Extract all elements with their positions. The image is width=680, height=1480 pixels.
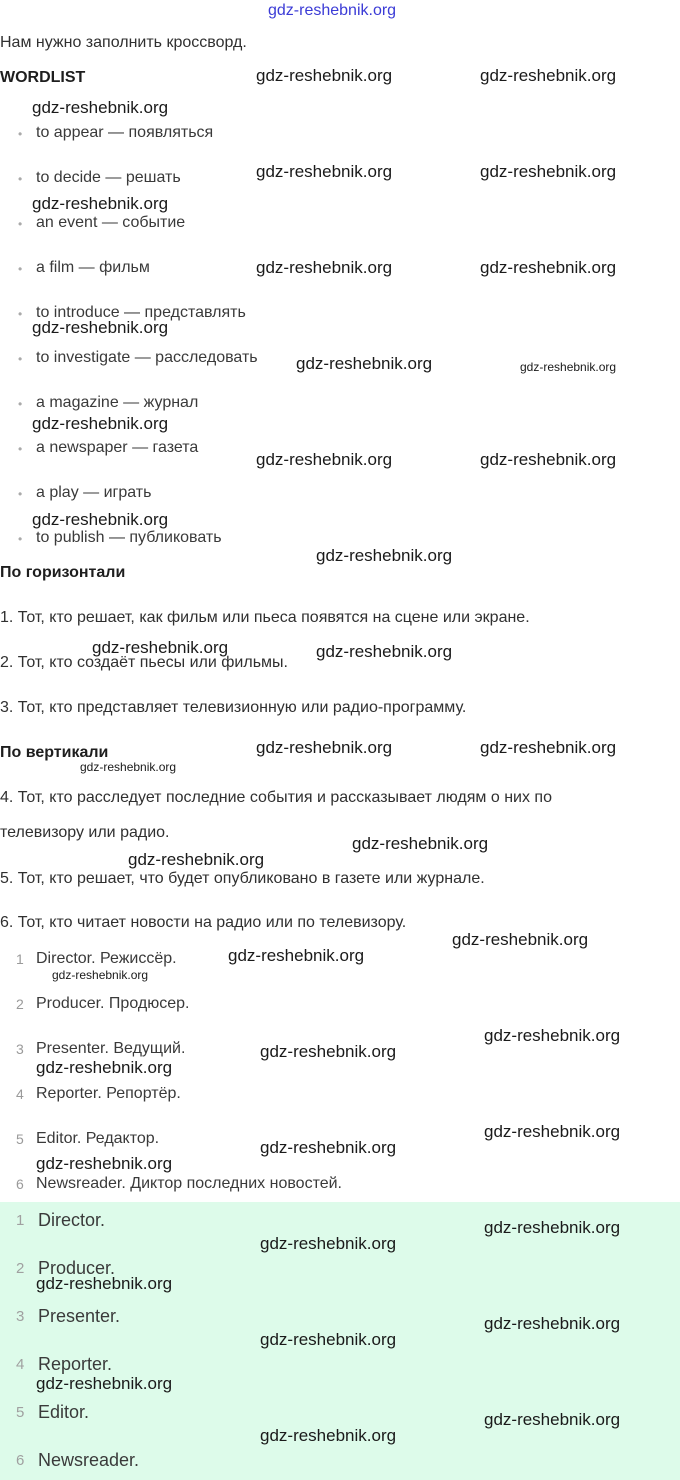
watermark: gdz-reshebnik.org bbox=[316, 642, 453, 661]
wordlist-item: • a newspaper — газета bbox=[36, 439, 198, 457]
watermark: gdz-reshebnik.org bbox=[480, 450, 617, 469]
watermark: gdz-reshebnik.org bbox=[480, 738, 617, 757]
down-title: По вертикали bbox=[0, 744, 109, 761]
watermark: gdz-reshebnik.org bbox=[128, 850, 265, 869]
watermark: gdz-reshebnik.org bbox=[52, 968, 149, 982]
wordlist-item: • to decide — решать bbox=[36, 169, 181, 187]
wordlist-item: • an event — событие bbox=[36, 214, 185, 232]
answer-text: Producer. Продюсер. bbox=[36, 995, 190, 1012]
answer-number: 1 bbox=[16, 951, 24, 967]
final-answer-text: Editor. bbox=[38, 1402, 90, 1422]
watermark: gdz-reshebnik.org bbox=[256, 162, 393, 181]
watermark: gdz-reshebnik.org bbox=[36, 1154, 173, 1173]
final-answer-number: 2 bbox=[16, 1260, 25, 1277]
watermark: gdz-reshebnik.org bbox=[316, 546, 453, 565]
answer-text: Editor. Редактор. bbox=[36, 1130, 160, 1147]
watermark: gdz-reshebnik.org bbox=[32, 318, 169, 337]
watermark: gdz-reshebnik.org bbox=[480, 66, 617, 85]
watermark: gdz-reshebnik.org bbox=[36, 1058, 173, 1077]
watermark: gdz-reshebnik.org bbox=[484, 1026, 621, 1045]
watermark: gdz-reshebnik.org bbox=[260, 1042, 397, 1061]
watermark: gdz-reshebnik.org bbox=[260, 1426, 397, 1445]
wordlist-item: • to publish — публиковать bbox=[36, 529, 222, 547]
wordlist-item: • to appear — появляться bbox=[36, 124, 213, 142]
watermark: gdz-reshebnik.org bbox=[32, 510, 169, 529]
watermark: gdz-reshebnik.org bbox=[484, 1122, 621, 1141]
final-answer-number: 5 bbox=[16, 1404, 25, 1421]
across-clue: 2. Тот, кто создаёт пьесы или фильмы. bbox=[0, 654, 288, 671]
answer-text: Presenter. Ведущий. bbox=[36, 1040, 186, 1057]
watermark: gdz-reshebnik.org bbox=[36, 1374, 173, 1393]
watermark: gdz-reshebnik.org bbox=[352, 834, 489, 853]
wordlist-title: WORDLIST bbox=[0, 69, 86, 86]
down-clue-continued: телевизору или радио. bbox=[0, 824, 170, 841]
across-clue: 1. Тот, кто решает, как фильм или пьеса появятся на сцене или экране. bbox=[0, 609, 530, 626]
answer-text: Reporter. Репортёр. bbox=[36, 1085, 181, 1102]
final-answer-number: 6 bbox=[16, 1452, 25, 1469]
watermark: gdz-reshebnik.org bbox=[260, 1234, 397, 1253]
final-answer-number: 4 bbox=[16, 1356, 25, 1373]
watermark: gdz-reshebnik.org bbox=[32, 98, 169, 117]
watermark: gdz-reshebnik.org bbox=[480, 258, 617, 277]
wordlist-item: • a magazine — журнал bbox=[36, 394, 198, 412]
watermark: gdz-reshebnik.org bbox=[256, 738, 393, 757]
final-answer-number: 1 bbox=[16, 1212, 25, 1229]
wordlist-item: • a film — фильм bbox=[36, 259, 150, 277]
watermark: gdz-reshebnik.org bbox=[92, 638, 229, 657]
watermark: gdz-reshebnik.org bbox=[256, 450, 393, 469]
final-answer-text: Presenter. bbox=[38, 1306, 121, 1326]
watermark: gdz-reshebnik.org bbox=[36, 1274, 173, 1293]
answer-number: 4 bbox=[16, 1086, 24, 1102]
final-answer-text: Director. bbox=[38, 1210, 106, 1230]
watermark: gdz-reshebnik.org bbox=[484, 1218, 621, 1237]
answer-number: 2 bbox=[16, 996, 24, 1012]
watermark: gdz-reshebnik.org bbox=[32, 194, 169, 213]
wordlist-item: • to investigate — расследовать bbox=[36, 349, 258, 367]
answer-number: 3 bbox=[16, 1041, 24, 1057]
answer-text: Newsreader. Диктор последних новостей. bbox=[36, 1175, 342, 1192]
watermark: gdz-reshebnik.org bbox=[80, 760, 177, 774]
watermark: gdz-reshebnik.org bbox=[484, 1314, 621, 1333]
watermark: gdz-reshebnik.org bbox=[32, 414, 169, 433]
down-clue: 4. Тот, кто расследует последние события и рассказывает людям о них по bbox=[0, 789, 552, 806]
answer-number: 5 bbox=[16, 1131, 24, 1147]
final-answer-text: Reporter. bbox=[38, 1354, 113, 1374]
down-clue: 5. Тот, кто решает, что будет опубликовано в газете или журнале. bbox=[0, 870, 485, 887]
watermark: gdz-reshebnik.org bbox=[260, 1138, 397, 1157]
watermark: gdz-reshebnik.org bbox=[256, 66, 393, 85]
answer-text: Director. Режиссёр. bbox=[36, 950, 177, 967]
wordlist-item: • a play — играть bbox=[36, 484, 151, 502]
answer-number: 6 bbox=[16, 1176, 24, 1192]
watermark: gdz-reshebnik.org bbox=[228, 946, 365, 965]
final-answer-number: 3 bbox=[16, 1308, 25, 1325]
across-title: По горизонтали bbox=[0, 564, 126, 581]
across-clue: 3. Тот, кто представляет телевизионную или радио-программу. bbox=[0, 699, 467, 716]
watermark: gdz-reshebnik.org bbox=[484, 1410, 621, 1429]
intro-text: Нам нужно заполнить кроссворд. bbox=[0, 34, 247, 51]
watermark: gdz-reshebnik.org bbox=[452, 930, 589, 949]
watermark: gdz-reshebnik.org bbox=[296, 354, 433, 373]
site-header-link[interactable]: gdz-reshebnik.org bbox=[268, 2, 397, 19]
wordlist-item: • to introduce — представлять bbox=[36, 304, 246, 322]
final-answer-text: Producer. bbox=[38, 1258, 116, 1278]
watermark: gdz-reshebnik.org bbox=[256, 258, 393, 277]
watermark: gdz-reshebnik.org bbox=[260, 1330, 397, 1349]
down-clue: 6. Тот, кто читает новости на радио или по телевизору. bbox=[0, 914, 407, 931]
final-answer-text: Newsreader. bbox=[38, 1450, 140, 1470]
watermark: gdz-reshebnik.org bbox=[520, 360, 617, 374]
watermark: gdz-reshebnik.org bbox=[480, 162, 617, 181]
